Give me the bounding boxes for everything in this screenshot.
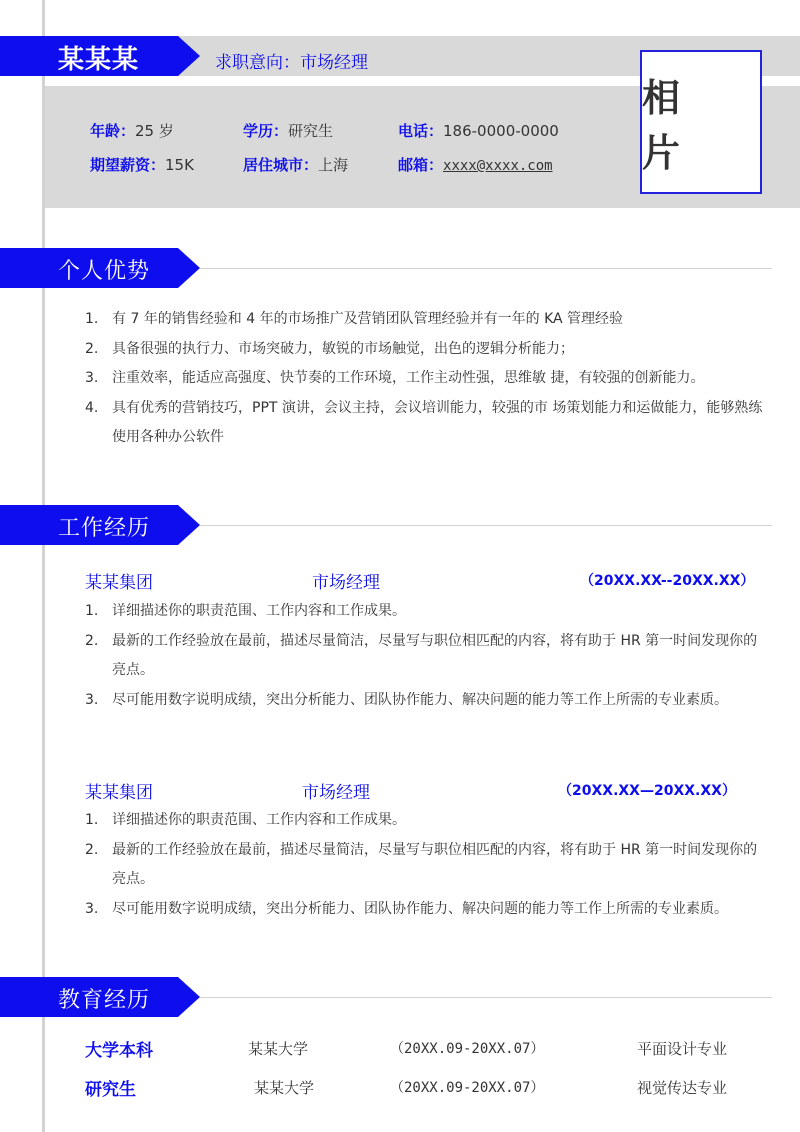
info-phone-value: 186-0000-0000 (443, 122, 559, 140)
info-email-label: 邮箱： (398, 156, 444, 174)
job-2-period: （20XX.XX—20XX.XX） (558, 783, 736, 799)
list-item: 2. 具备很强的执行力、市场突破力，敏锐的市场触觉，出色的逻辑分析能力； (85, 340, 574, 357)
info-age-label: 年龄： (90, 122, 136, 140)
info-phone (398, 120, 559, 141)
job-1-title: 市场经理 (312, 573, 380, 593)
job-intent-value: 市场经理 (300, 53, 368, 73)
edu-2-period: （20XX.09-20XX.07） (390, 1080, 545, 1096)
info-education (243, 120, 333, 141)
info-phone-label: 电话： (398, 122, 444, 140)
info-city-value: 上海 (318, 156, 349, 174)
info-education-value: 研究生 (288, 122, 334, 140)
section-divider-education (200, 997, 772, 998)
section-title-advantages: 个人优势 (58, 259, 151, 284)
info-age-value: 25 岁 (135, 122, 174, 140)
info-salary (90, 154, 194, 175)
list-item: 1. 详细描述你的职责范围、工作内容和工作成果。 (85, 603, 406, 619)
section-divider-advantages (200, 268, 772, 269)
advantages-list (85, 305, 765, 453)
section-divider-work (200, 525, 772, 526)
candidate-name: 某某某 (58, 45, 140, 75)
photo-placeholder (640, 50, 762, 194)
job-2-duties (85, 806, 765, 924)
edu-1-school: 某某大学 (248, 1040, 309, 1058)
list-item: 1. 详细描述你的职责范围、工作内容和工作成果。 (85, 812, 406, 828)
job-intent-label: 求职意向： (215, 53, 300, 73)
edu-1-degree: 大学本科 (85, 1041, 153, 1061)
list-item: 2. 最新的工作经验放在最前，描述尽量简洁，尽量写与职位相匹配的内容，将有助于 HR 第一时间发现你的亮点。 (85, 841, 758, 887)
info-city-label: 居住城市： (243, 156, 319, 174)
list-item: 2. 最新的工作经验放在最前，描述尽量简洁，尽量写与职位相匹配的内容，将有助于 HR 第一时间发现你的亮点。 (85, 632, 758, 678)
job-intent (215, 48, 368, 73)
edu-1-period: （20XX.09-20XX.07） (390, 1041, 545, 1057)
list-item: 4. 具有优秀的营销技巧，PPT 演讲，会议主持，会议培训能力，较强的市 场策划能力和运做能力，能够熟练使用各种办公软件 (85, 399, 763, 445)
edu-2-major: 视觉传达专业 (637, 1079, 728, 1097)
section-title-education: 教育经历 (58, 988, 151, 1013)
edu-2-school: 某某大学 (254, 1079, 315, 1097)
list-item: 3. 尽可能用数字说明成绩，突出分析能力、团队协作能力、解决问题的能力等工作上所需的专业素质。 (85, 691, 728, 708)
info-age (90, 120, 174, 141)
job-2-title: 市场经理 (302, 783, 370, 803)
job-1-duties (85, 597, 765, 715)
edu-1-major: 平面设计专业 (637, 1040, 728, 1058)
job-2-company: 某某集团 (85, 783, 153, 803)
list-item: 3. 注重效率，能适应高强度、快节奏的工作环境，工作主动性强，思维敏 捷，有较强的创新能力。 (85, 370, 705, 386)
job-1-period: （20XX.XX--20XX.XX） (580, 573, 755, 589)
list-item: 3. 尽可能用数字说明成绩，突出分析能力、团队协作能力、解决问题的能力等工作上所需的专业素质。 (85, 900, 728, 917)
list-item: 1. 有 7 年的销售经验和 4 年的市场推广及营销团队管理经验并有一年的 KA 管理经验 (85, 311, 624, 327)
info-email (398, 154, 553, 175)
job-1-company: 某某集团 (85, 573, 153, 593)
info-education-label: 学历： (243, 122, 289, 140)
info-city (243, 154, 348, 175)
info-salary-label: 期望薪资： (90, 156, 166, 174)
section-title-work: 工作经历 (58, 516, 151, 541)
edu-2-degree: 研究生 (85, 1080, 136, 1100)
info-salary-value: 15K (165, 156, 194, 174)
info-email-value: xxxx@xxxx.com (443, 158, 553, 174)
photo-label: 相 片 (642, 75, 691, 175)
